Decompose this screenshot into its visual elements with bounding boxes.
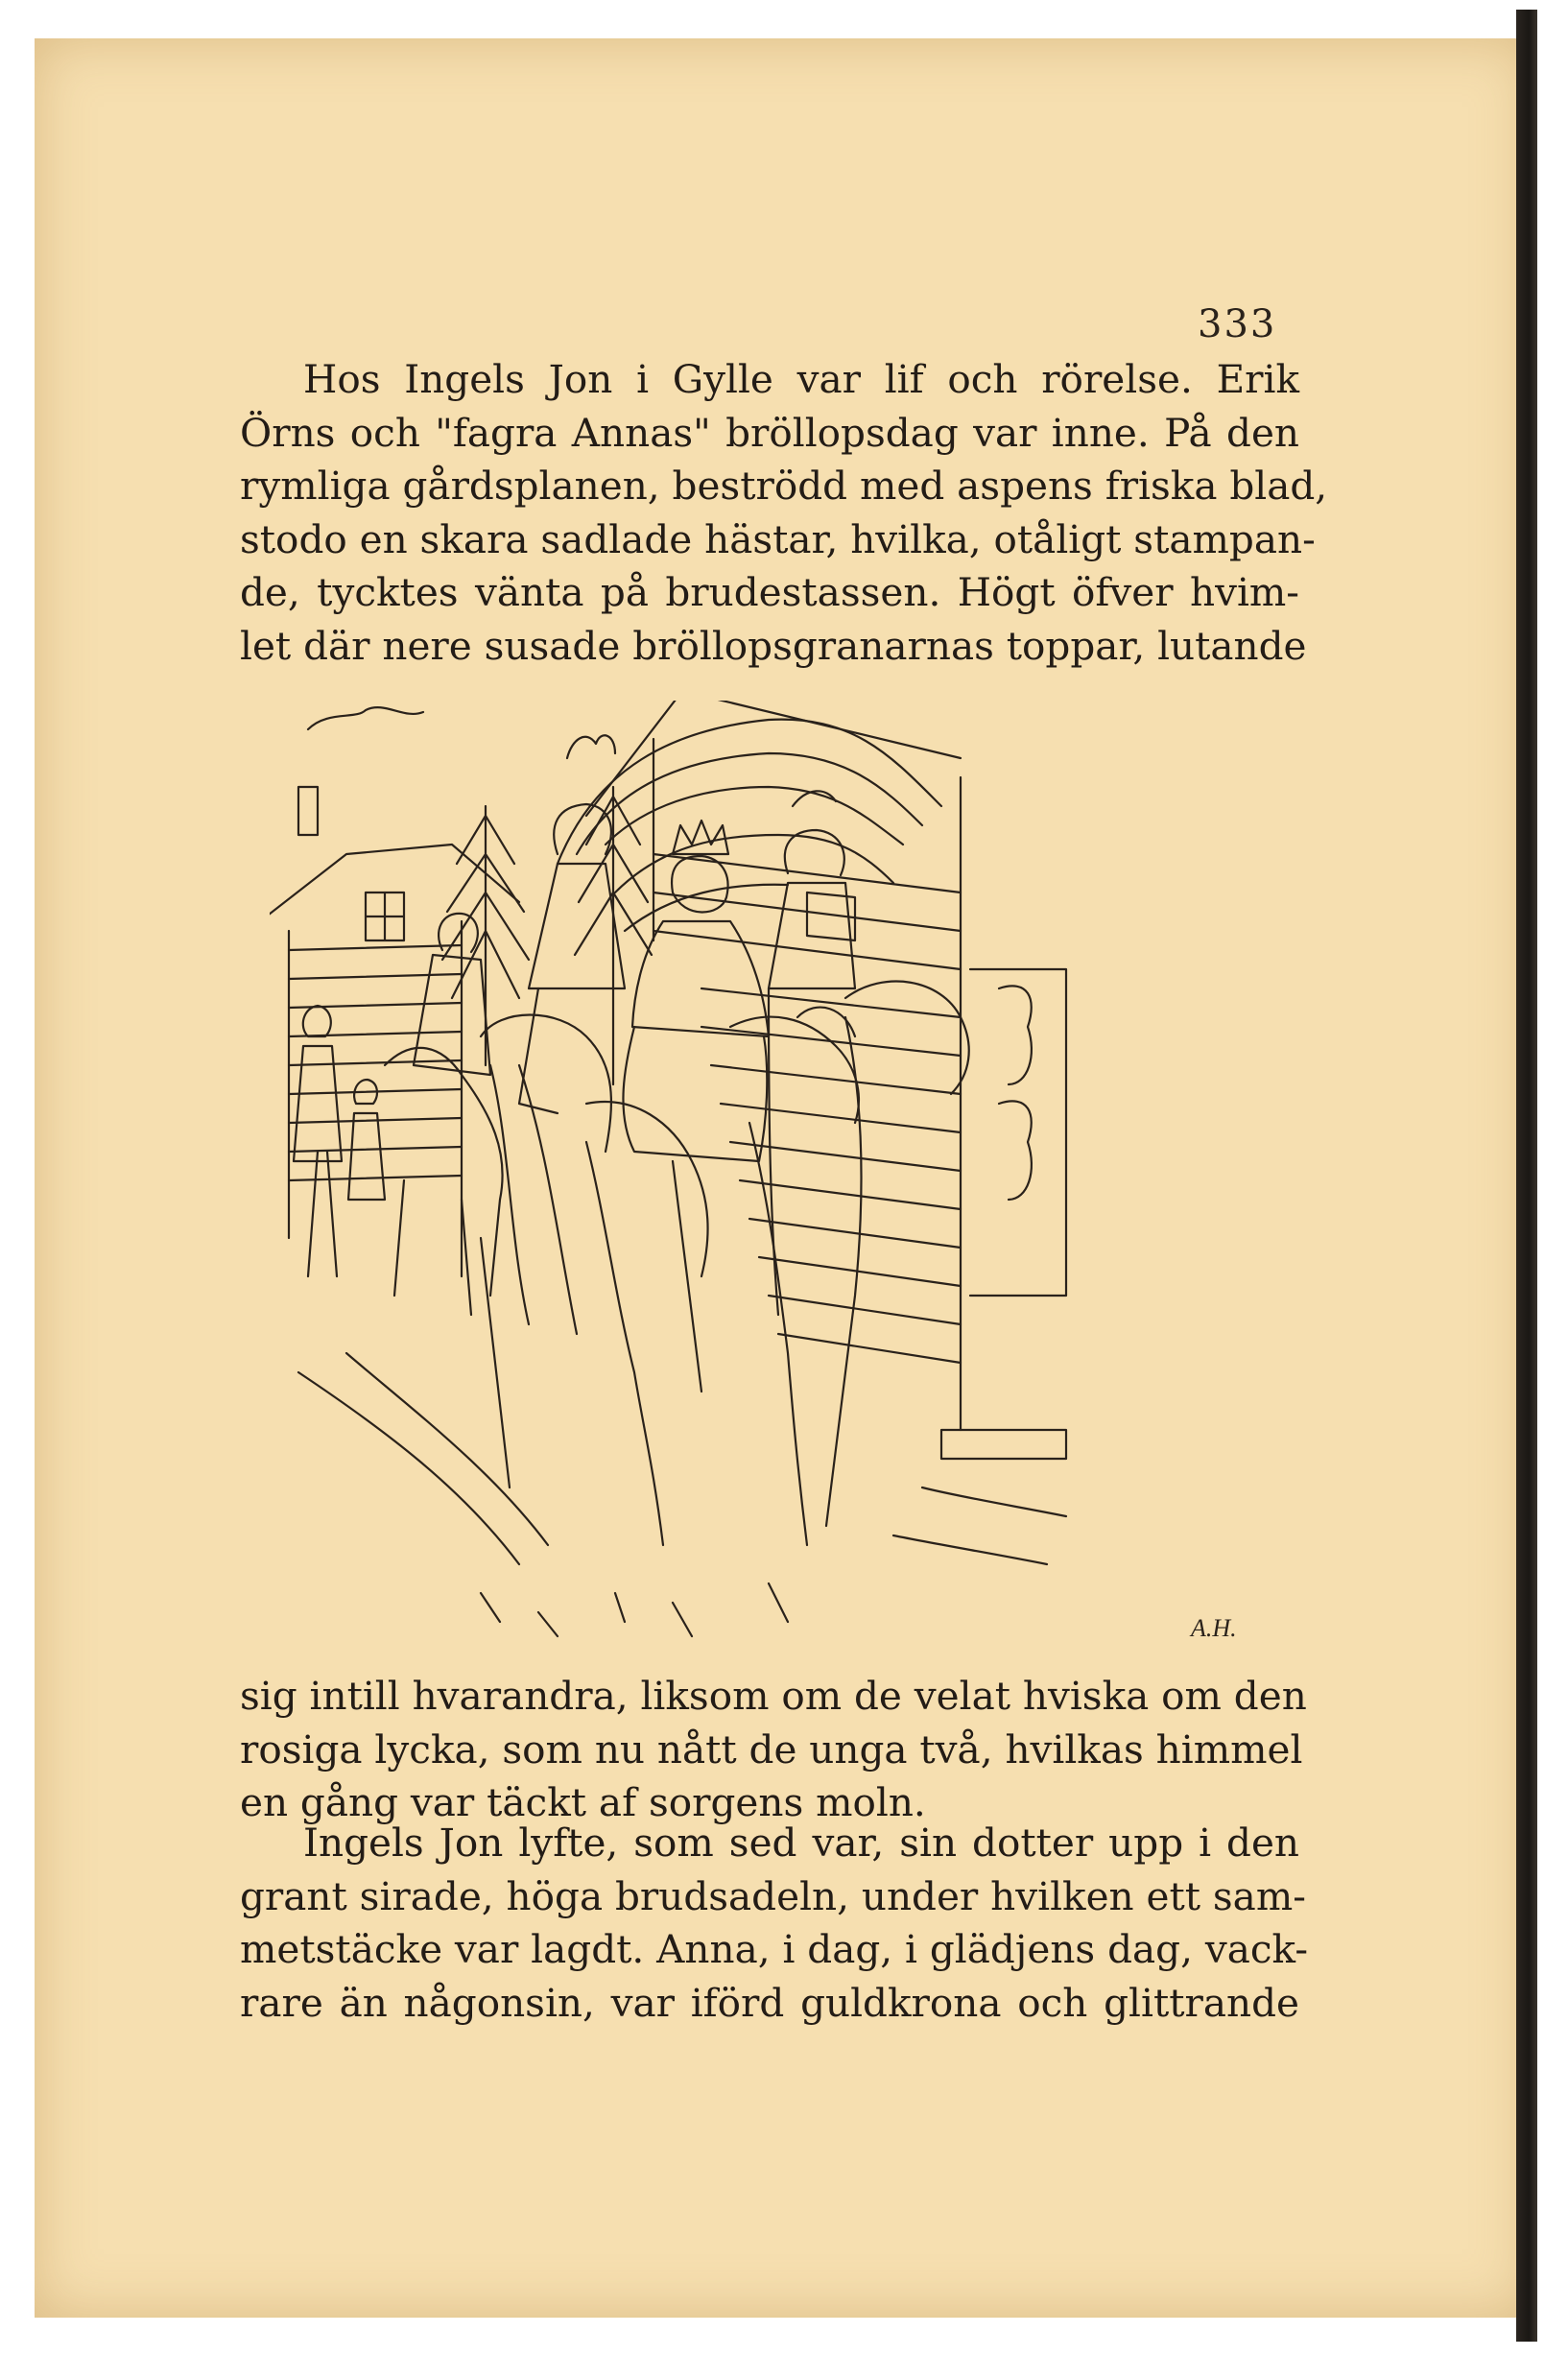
page-number: 333 <box>1198 302 1277 346</box>
text-line: rosiga lycka, som nu nått de unga två, hvilkas himmel <box>240 1725 1303 1773</box>
wedding-procession-illustration <box>270 701 1296 1651</box>
signature <box>1189 1614 1237 1642</box>
text-line: stodo en skara sadlade hästar, hvilka, otåligt stampan- <box>240 515 1316 562</box>
right-log-house <box>586 701 1066 1430</box>
text-line: rymliga gårdsplanen, beströdd med aspens friska blad, <box>240 463 1328 509</box>
book-page <box>35 38 1532 2318</box>
bride-on-horse <box>623 821 858 1545</box>
text-line: sig intill hvarandra, liksom om de velat hviska om den <box>240 1673 1307 1719</box>
text-line: Ingels Jon lyfte, som sed var, sin dotter upp i den <box>303 1820 1299 1866</box>
text-line: metstäcke var lagdt. Anna, i dag, i glädjens dag, vack- <box>240 1926 1309 1972</box>
text-line: let där nere susade bröllopsgranarnas toppar, lutande <box>240 622 1307 669</box>
paragraph-1 <box>240 353 1328 673</box>
onlookers <box>294 1006 385 1276</box>
text-line: rare än någonsin, var iförd guldkrona och glittrande <box>240 1979 1299 2026</box>
text-line: de, tycktes vänta på brudestassen. Högt öfver hvim- <box>240 569 1299 615</box>
text-line: Hos Ingels Jon i Gylle var lif och rörelse. Erik <box>303 356 1299 402</box>
text-line: en gång var täckt af sorgens moln. <box>240 1779 926 1825</box>
ground-hatching <box>298 1353 1066 1564</box>
artist-signature-text: A.H. <box>1191 1614 1237 1642</box>
paragraph-3 <box>240 1817 1309 2030</box>
text-line: Örns och "fagra Annas" bröllopsdag var inne. På den <box>240 409 1299 456</box>
text-line: grant sirade, höga brudsadeln, under hvilken ett sam- <box>240 1872 1306 1919</box>
left-log-house <box>270 707 519 1276</box>
paragraph-2 <box>240 1670 1307 1830</box>
